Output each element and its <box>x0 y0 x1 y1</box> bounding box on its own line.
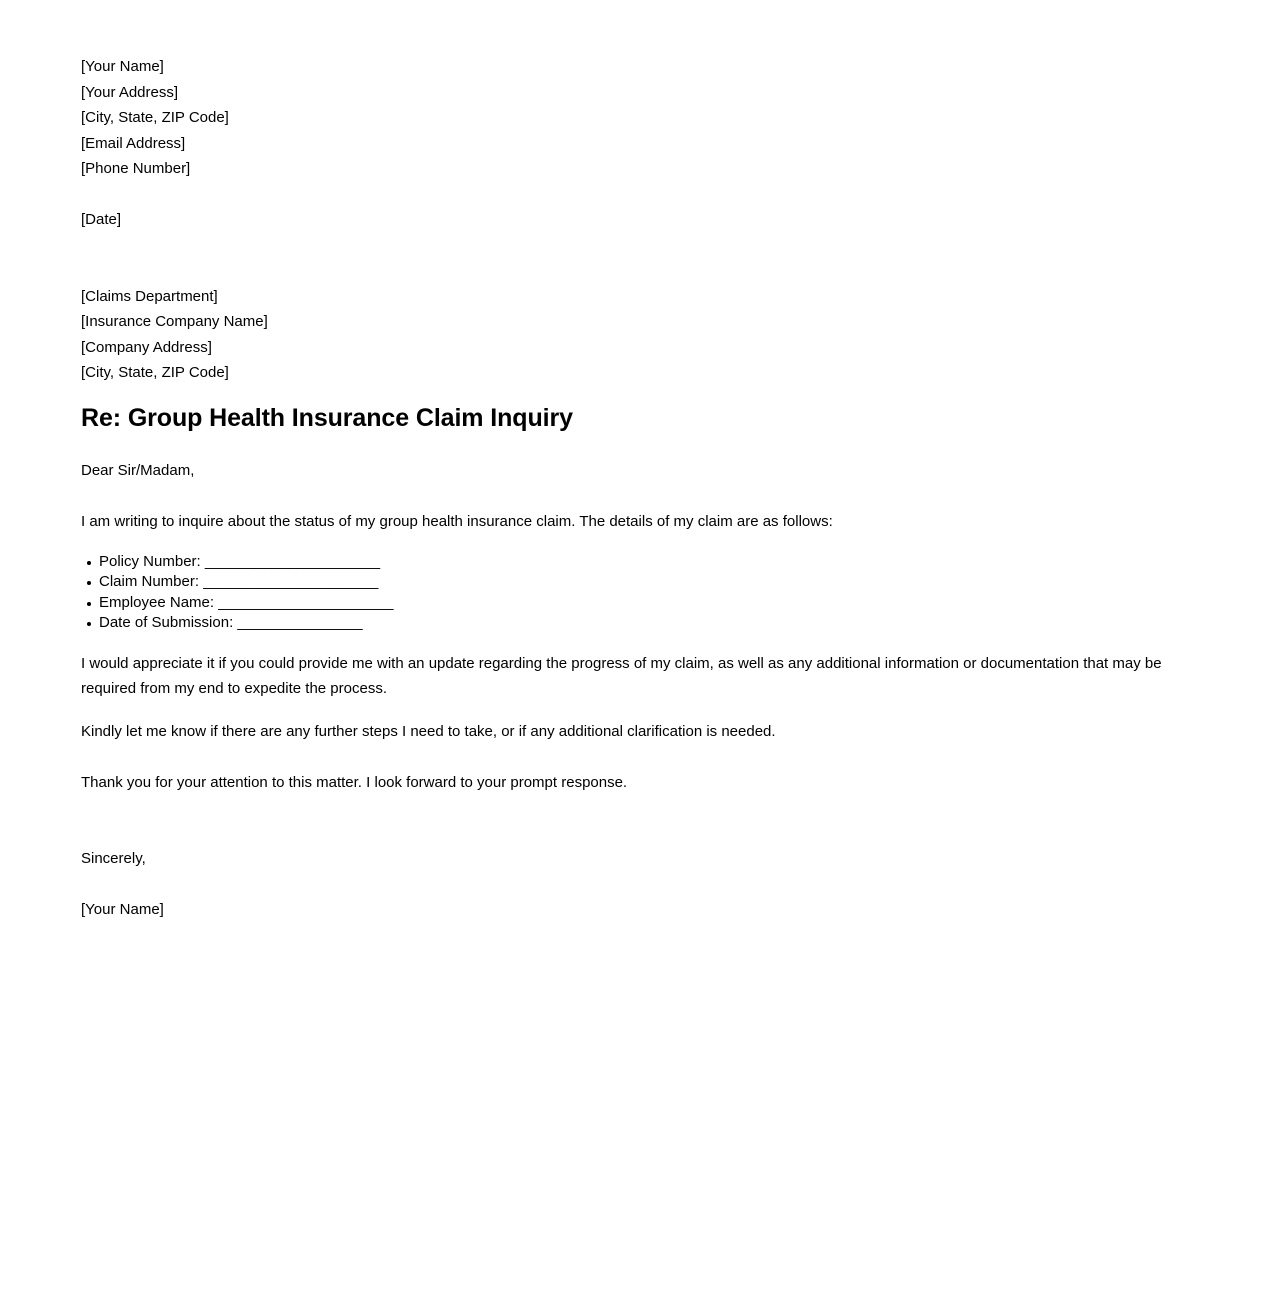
claim-number-blank: _____________________ <box>199 573 379 590</box>
recipient-department: [Claims Department] <box>81 287 218 305</box>
spacer-after-subject <box>81 433 1181 459</box>
spacer-before-list <box>81 535 1181 552</box>
spacer-after-paragraph-1 <box>81 702 1181 719</box>
sender-email: [Email Address] <box>81 134 186 152</box>
date-of-submission-blank: _______________ <box>233 614 363 631</box>
recipient-address-block <box>81 284 1181 386</box>
sender-street-address: [Your Address] <box>81 83 179 101</box>
date-line: [Date] <box>81 211 122 228</box>
letter-body <box>81 54 1181 923</box>
body-paragraph-thank-you: Thank you for your attention to this matter. I look forward to your prompt response. <box>81 773 628 791</box>
spacer-after-paragraph-2 <box>81 744 1181 770</box>
claim-details-list <box>81 552 1181 634</box>
list-item <box>81 593 1181 614</box>
employee-name-label: Employee Name: <box>99 593 215 611</box>
spacer-before-closing-2 <box>81 821 1181 847</box>
spacer-after-date-2 <box>81 258 1181 284</box>
sender-name: [Your Name] <box>81 58 164 75</box>
policy-number-blank: _____________________ <box>200 552 381 570</box>
signature-name: [Your Name] <box>81 901 164 918</box>
spacer-before-subject <box>81 386 1181 403</box>
policy-number-label: Policy Number: <box>99 552 201 570</box>
salutation: Dear Sir/Madam, <box>81 462 195 479</box>
list-item <box>81 613 1181 634</box>
spacer-after-sender <box>81 182 1181 208</box>
employee-name-blank: _____________________ <box>214 593 394 611</box>
intro-paragraph: I am writing to inquire about the status of my group health insurance claim. The details of my claim are as follows: <box>81 513 833 530</box>
list-item <box>81 552 1181 573</box>
subject-heading: Re: Group Health Insurance Claim Inquiry <box>81 403 573 432</box>
spacer-after-date-1 <box>81 233 1181 259</box>
sender-city-state-zip: [City, State, ZIP Code] <box>81 109 229 126</box>
list-item <box>81 572 1181 593</box>
spacer-signature-1 <box>81 872 1181 898</box>
spacer-before-closing-1 <box>81 795 1181 821</box>
spacer-after-salutation <box>81 484 1181 510</box>
sender-address-block <box>81 54 1181 182</box>
recipient-company-address: [Company Address] <box>81 338 212 356</box>
claim-number-label: Claim Number: <box>99 573 200 590</box>
spacer-after-list <box>81 634 1181 651</box>
recipient-city-state-zip: [City, State, ZIP Code] <box>81 364 229 381</box>
date-block <box>81 207 1181 233</box>
body-paragraph-further-steps: Kindly let me know if there are any further steps I need to take, or if any additional clarification is needed. <box>81 722 776 740</box>
body-paragraph-update-request: I would appreciate it if you could provide me with an update regarding the progress of my claim, as well as any additional information or documentation that may be required from my end to expedite the process. <box>81 654 1162 697</box>
sender-phone: [Phone Number] <box>81 160 191 177</box>
recipient-company-name: [Insurance Company Name] <box>81 313 268 330</box>
closing-salutation: Sincerely, <box>81 850 146 867</box>
date-of-submission-label: Date of Submission: <box>99 614 234 631</box>
